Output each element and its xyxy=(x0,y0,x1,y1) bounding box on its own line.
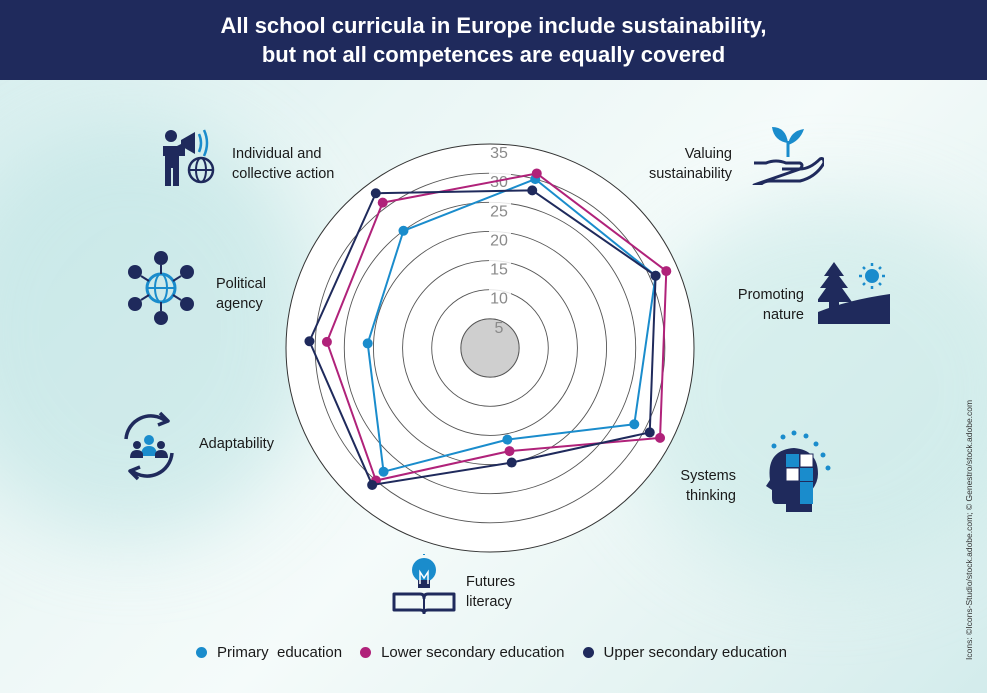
series-0-point-6 xyxy=(398,226,408,236)
book-lightbulb-icon xyxy=(392,554,456,614)
legend-dot-lower-secondary xyxy=(360,647,371,658)
tree-sun-icon xyxy=(818,262,890,326)
legend-label-upper-secondary: Upper secondary education xyxy=(603,643,787,661)
series-2-point-0 xyxy=(527,185,537,195)
axis-label-individual-action: Individual and collective action xyxy=(232,146,335,182)
radar-tick-label: 25 xyxy=(490,203,508,221)
header-line-1: All school curricula in Europe include sustainability, xyxy=(220,13,767,38)
legend-dot-upper-secondary xyxy=(583,647,594,658)
series-1-point-1 xyxy=(661,266,671,276)
series-0-point-5 xyxy=(363,338,373,348)
series-0-point-4 xyxy=(379,467,389,477)
series-1-point-3 xyxy=(505,446,515,456)
series-1-point-0 xyxy=(532,168,542,178)
series-2-point-3 xyxy=(507,458,517,468)
radar-tick-label: 20 xyxy=(490,232,508,250)
icon-credit: Icons: ©Icons-Studio/stock.adobe.com; © Genestro/stock.adobe.com xyxy=(964,399,974,660)
radar-tick-label: 35 xyxy=(490,145,508,162)
legend-label-lower-secondary: Lower secondary education xyxy=(381,643,565,661)
series-1-point-6 xyxy=(378,198,388,208)
cycle-people-icon xyxy=(116,409,182,483)
axis-label-promoting-nature: Promoting nature xyxy=(737,287,804,323)
axis-label-adaptability: Adaptability xyxy=(199,436,274,452)
axis-label-systems-thinking: Systems thinking xyxy=(680,468,736,504)
hand-plant-icon xyxy=(752,123,824,185)
series-2-point-6 xyxy=(371,188,381,198)
radar-tick-label: 5 xyxy=(494,319,504,337)
axis-label-valuing-sustainability: Valuing sustainability xyxy=(648,146,732,182)
legend-item-primary xyxy=(196,644,342,661)
series-1-point-2 xyxy=(655,433,665,443)
radar-tick-label: 30 xyxy=(490,174,508,192)
series-1-point-5 xyxy=(322,337,332,347)
megaphone-person-globe-icon xyxy=(155,124,217,190)
legend-item-upper-secondary xyxy=(583,644,787,661)
radar-tick-label: 15 xyxy=(490,261,508,279)
radar-tick-label: 10 xyxy=(490,290,508,308)
axis-label-futures-literacy: Futures literacy xyxy=(466,574,516,610)
axis-label-political-agency: Political agency xyxy=(216,276,266,312)
series-0-point-3 xyxy=(502,435,512,445)
network-globe-icon xyxy=(128,250,194,326)
radar-ticks xyxy=(489,145,511,337)
legend-label-primary: Primary education xyxy=(217,643,343,661)
series-2-point-5 xyxy=(304,336,314,346)
header-line-2: but not all competences are equally covered xyxy=(261,42,726,67)
series-0-point-2 xyxy=(629,419,639,429)
series-2-point-4 xyxy=(367,480,377,490)
series-2-point-2 xyxy=(645,427,655,437)
legend-dot-primary xyxy=(196,647,207,658)
series-2-point-1 xyxy=(651,271,661,281)
head-puzzle-icon xyxy=(756,428,832,516)
chart-legend xyxy=(196,640,805,664)
legend-item-lower-secondary xyxy=(360,644,564,661)
